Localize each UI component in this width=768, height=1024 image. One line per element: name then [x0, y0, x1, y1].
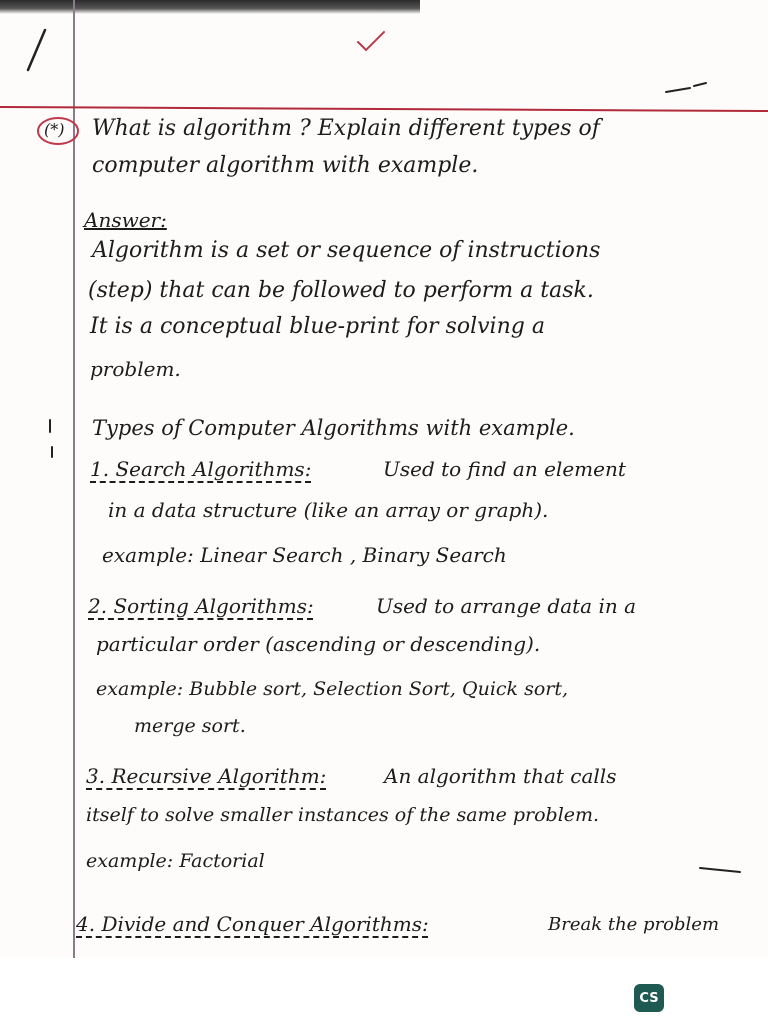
item-2-desc-2: particular order (ascending or descending). — [96, 632, 541, 656]
side-dash-mark — [50, 420, 52, 457]
item-2-example-cont: merge sort. — [134, 715, 246, 737]
item-1-desc-2: in a data structure (like an array or graph). — [108, 498, 549, 522]
item-1-example: example: Linear Search , Binary Search — [102, 543, 507, 567]
item-3-desc-1: An algorithm that calls — [384, 764, 617, 788]
item-2-desc-1: Used to arrange data in a — [376, 594, 636, 618]
dash-mark — [666, 83, 706, 92]
right-dash-mark — [700, 868, 740, 872]
item-3-title: 3. Recursive Algorithm: — [86, 764, 327, 788]
slash-mark — [28, 30, 45, 70]
question-line-1: What is algorithm ? Explain different types of — [92, 116, 600, 141]
answer-line-3: It is a conceptual blue-print for solving a — [90, 314, 545, 339]
item-1-title: 1. Search Algorithms: — [90, 457, 312, 481]
answer-line-1: Algorithm is a set or sequence of instructions — [92, 238, 601, 263]
item-4-desc-1: Break the problem — [548, 914, 720, 935]
answer-line-2: (step) that can be followed to perform a task. — [88, 278, 594, 303]
item-4-title: 4. Divide and Conquer Algorithms: — [76, 912, 429, 936]
item-3-example: example: Factorial — [86, 850, 265, 872]
question-marker: (*) — [44, 120, 65, 139]
red-tick-mark — [358, 32, 384, 50]
camscanner-logo: CS — [634, 984, 664, 1012]
item-1-desc-1: Used to find an element — [383, 457, 626, 481]
answer-heading: Answer: — [84, 208, 167, 232]
item-3-desc-2: itself to solve smaller instances of the same problem. — [86, 804, 600, 826]
answer-line-4: problem. — [90, 357, 181, 381]
item-2-example: example: Bubble sort, Selection Sort, Quick sort, — [96, 678, 569, 700]
item-2-title: 2. Sorting Algorithms: — [88, 594, 314, 618]
question-line-2: computer algorithm with example. — [92, 153, 479, 178]
types-intro: Types of Computer Algorithms with example. — [92, 416, 575, 440]
